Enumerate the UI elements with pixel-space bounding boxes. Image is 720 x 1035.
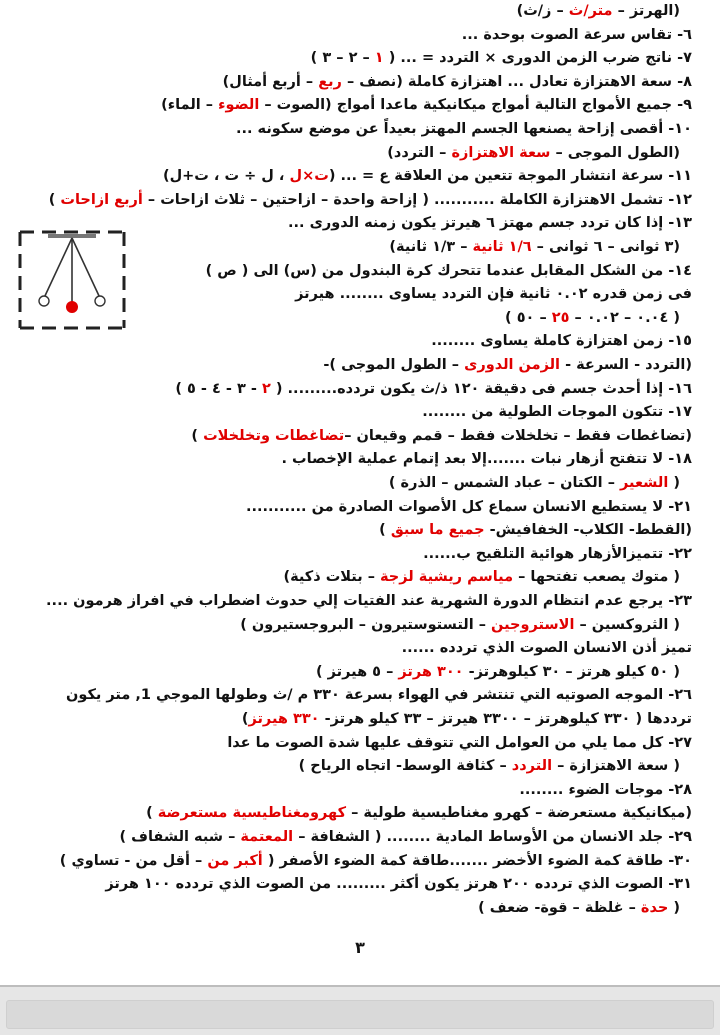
text-segment: ( <box>668 899 680 916</box>
text-segment: – ز/ث) <box>516 3 569 19</box>
question-line <box>28 354 692 376</box>
correct-answer: التردد <box>511 758 553 775</box>
text-segment: (الطول الموجى – <box>550 144 680 161</box>
correct-answer: أكبر من <box>207 852 263 869</box>
question-line <box>28 71 692 93</box>
answer-options <box>28 566 680 588</box>
text-segment: ١٢- تشمل الاهتزازة الكاملة ........... ( إزاحة واحدة – ازاحتين – ثلاث ازاحات – <box>142 191 692 208</box>
text-segment: ١٦- إذا أحدث جسم فى دقيقة ١٢٠ ذ/ث يكون تردده......... ( <box>270 380 692 397</box>
text-segment: – أقل من - تساوي ) <box>59 852 208 869</box>
question-line <box>28 708 692 730</box>
correct-answer: كهرومغناطيسية مستعرضة <box>157 805 347 822</box>
text-segment: (تضاغطات فقط – تخلخلات فقط – قمم وقيعان – <box>344 427 692 444</box>
question-line <box>28 212 692 234</box>
text-segment: – أربع أمثال) <box>222 73 319 90</box>
text-segment: ٢١- لا يستطيع الانسان سماع كل الأصوات الصادرة من ........... <box>245 498 692 515</box>
correct-answer: الاستروجين <box>491 616 575 633</box>
correct-answer: أربع ازاحات <box>60 191 143 208</box>
text-segment: ( <box>383 50 396 67</box>
text-segment: ١٤- من الشكل المقابل عندما تتحرك كرة البندول من (س) الى ( ص ) <box>205 262 692 279</box>
answer-options <box>28 142 680 164</box>
text-segment: ) <box>379 522 391 539</box>
question-line <box>28 873 692 895</box>
correct-answer: مياسم ريشية لزجة <box>380 569 514 586</box>
correct-answer: ١/٦ ثانية <box>472 239 532 255</box>
correct-answer: ٢٥ <box>551 309 570 326</box>
text-segment: – الكتان – عباد الشمس – الذرة ) <box>388 475 621 491</box>
correct-answer: المعتمة <box>240 829 294 845</box>
question-line <box>28 94 692 116</box>
question-line <box>28 24 692 46</box>
text-segment: ١٧- تتكون الموجات الطولية من ........ <box>422 404 692 421</box>
text-segment: – ٥ هيرتز ) <box>315 663 399 680</box>
question-line <box>28 378 692 400</box>
question-line <box>28 448 692 470</box>
text-segment: ٢٦- الموجه الصوتيه التي تنتشر في الهواء بسرعة ٣٣٠ م /ث وطولها الموجي 1, متر يكون <box>66 687 692 704</box>
text-segment: (ميكانيكية مستعرضة – كهرو مغناطيسية طولية – <box>346 805 692 822</box>
question-line <box>28 519 692 541</box>
text-segment: – الطول الموجى )- <box>323 357 465 373</box>
answer-options <box>28 0 680 22</box>
question-line <box>28 850 692 872</box>
correct-answer: متر/ث <box>568 3 613 19</box>
text-segment: ٨- سعة الاهتزازة تعادل ... اهتزازة كاملة (نصف – <box>341 73 692 90</box>
text-segment: – شبه الشفاف ) <box>119 829 241 845</box>
question-line <box>28 47 692 69</box>
question-line <box>28 637 692 659</box>
answer-options <box>28 661 680 683</box>
correct-answer: الضوء <box>218 97 260 114</box>
text-segment: – التستوستيرون – البروجستيرون ) <box>240 616 492 633</box>
text-segment: ) <box>191 427 204 444</box>
question-line <box>28 425 692 447</box>
text-segment: ، ل ÷ ت ، ت+ل) <box>162 168 290 185</box>
text-segment: ) <box>48 191 61 208</box>
text-segment: – غلظة – قوة- ضعف ) <box>478 899 641 916</box>
text-segment: ترددها ( ٣٣٠ كيلوهرتز – ٣٣٠٠ هيرتز – ٣٣ كيلو هرتز- <box>319 711 692 727</box>
question-line <box>28 779 692 801</box>
text-segment: (التردد - السرعة - <box>560 357 692 373</box>
text-segment: ٢٣- يرجع عدم انتظام الدورة الشهرية عند الفتيات إلي حدوث اضطراب في افراز هرمون .... <box>46 593 692 609</box>
text-segment: ( <box>668 475 680 491</box>
question-line <box>28 165 692 187</box>
text-segment: ١٣- إذا كان تردد جسم مهتز ٦ هيرتز يكون زمنه الدورى ... <box>288 215 692 232</box>
text-segment: – الماء) <box>161 97 219 114</box>
correct-answer: ربع <box>318 73 342 90</box>
text-segment: ١٨- لا تتفتح أزهار نبات .......إلا بعد إتمام عملية الإخصاب . <box>281 451 692 468</box>
text-segment: (الهرتز – <box>612 3 680 19</box>
text-segment: ٢٨- موجات الضوء ........ <box>519 781 692 798</box>
text-segment: (٣ ثوانى – ٦ ثوانى – <box>531 239 680 255</box>
text-segment: – ١/٣ ثانية) <box>389 239 473 255</box>
correct-answer: حدة <box>640 899 669 916</box>
text-segment: ( ٥٠ كيلو هرتز – ٣٠ كيلوهرتز- <box>463 663 680 680</box>
text-segment: ٩- جميع الأمواج التالية أمواج ميكانيكية ماعدا أمواج (الصوت – <box>259 97 692 114</box>
text-segment: – ٥٠ ) <box>505 309 552 326</box>
question-line <box>28 283 692 305</box>
page-number: ٣ <box>355 938 365 957</box>
text-segment: ( ٠.٠٤ – ٠.٠٢ – <box>569 309 680 326</box>
correct-answer: الزمن الدورى <box>464 357 561 373</box>
correct-answer: جميع ما سبق <box>390 522 485 539</box>
text-segment: – التردد) <box>387 144 452 161</box>
text-segment: ٢٩- جلد الانسان من الأوساط المادية ........ ( الشفافة – <box>293 829 692 845</box>
correct-answer: ٣٠٠ هرتز <box>398 663 464 680</box>
text-segment: - ٣ - ٤ - ٥ ) <box>175 380 262 397</box>
correct-answer: سعة الاهتزازة <box>451 144 551 161</box>
text-segment: ) <box>146 805 158 822</box>
answer-options <box>28 614 680 636</box>
correct-answer: ت×ل <box>289 168 329 185</box>
text-segment: ) <box>241 711 249 727</box>
question-line <box>28 684 692 706</box>
text-segment: ( متوك يصعب تفتحها – <box>513 569 680 586</box>
question-line <box>28 543 692 565</box>
footer-panel <box>6 1000 714 1029</box>
pendulum-figure <box>18 228 126 330</box>
question-line <box>28 260 692 282</box>
question-line <box>28 590 692 612</box>
question-line <box>28 732 692 754</box>
question-line <box>28 401 692 423</box>
text-segment: – كثافة الوسط- اتجاه الرياح ) <box>298 758 512 775</box>
text-segment: ١٥- زمن اهتزازة كاملة يساوى ........ <box>431 333 692 350</box>
text-segment: تميز أذن الانسان الصوت الذي تردده ...... <box>401 640 692 657</box>
question-line <box>28 826 692 848</box>
question-line <box>28 118 692 140</box>
text-segment: ٢٢- تتميزالأزهار هوائية التلقيح ب...... <box>423 545 692 562</box>
text-segment: فى زمن قدره ٠.٠٢ ثانية فإن التردد يساوى ........ هيرتز <box>295 286 692 303</box>
correct-answer: ٢ <box>261 380 271 397</box>
text-segment: ( سعة الاهتزازة – <box>552 758 680 775</box>
correct-answer: تضاغطات وتخلخلات <box>203 427 345 444</box>
text-segment: – ٢ – ٣ ) <box>310 50 375 67</box>
answer-options <box>28 897 680 919</box>
text-segment: ٧- ناتج ضرب الزمن الدورى × التردد = ... <box>395 50 692 67</box>
question-line <box>28 189 692 211</box>
text-segment: ( الثروكسين – <box>574 616 680 633</box>
text-segment: (القطط- الكلاب- الخفافيش- <box>484 522 692 539</box>
text-segment: – بتلات ذكية) <box>283 569 381 586</box>
text-segment: ١٠- أقصى إزاحة يصنعها الجسم المهتز بعيداً عن موضع سكونه ... <box>235 121 692 137</box>
correct-answer: ١ <box>374 50 384 67</box>
text-segment: ٣٠- طاقة كمة الضوء الأخضر .......طاقة كمة الضوء الأصفر ( <box>262 852 692 869</box>
answer-options <box>28 472 680 494</box>
answer-options <box>28 755 680 777</box>
question-line <box>28 496 692 518</box>
text-segment: ٦- تقاس سرعة الصوت بوحدة ... <box>461 26 692 43</box>
question-line <box>28 330 692 352</box>
correct-answer: ٣٣٠ هيرتز <box>248 711 320 727</box>
text-segment: ١١- سرعة انتشار الموجة تتعين من العلاقة ع = ... ( <box>328 168 692 185</box>
correct-answer: الشعير <box>620 475 669 491</box>
question-line <box>28 802 692 824</box>
text-segment: ٣١- الصوت الذي تردده ٢٠٠ هرتز يكون أكثر ......... من الصوت الذي تردده ١٠٠ هرتز <box>105 876 692 893</box>
text-segment: ٢٧- كل مما يلي من العوامل التي تتوقف عليها شدة الصوت ما عدا <box>227 734 692 751</box>
